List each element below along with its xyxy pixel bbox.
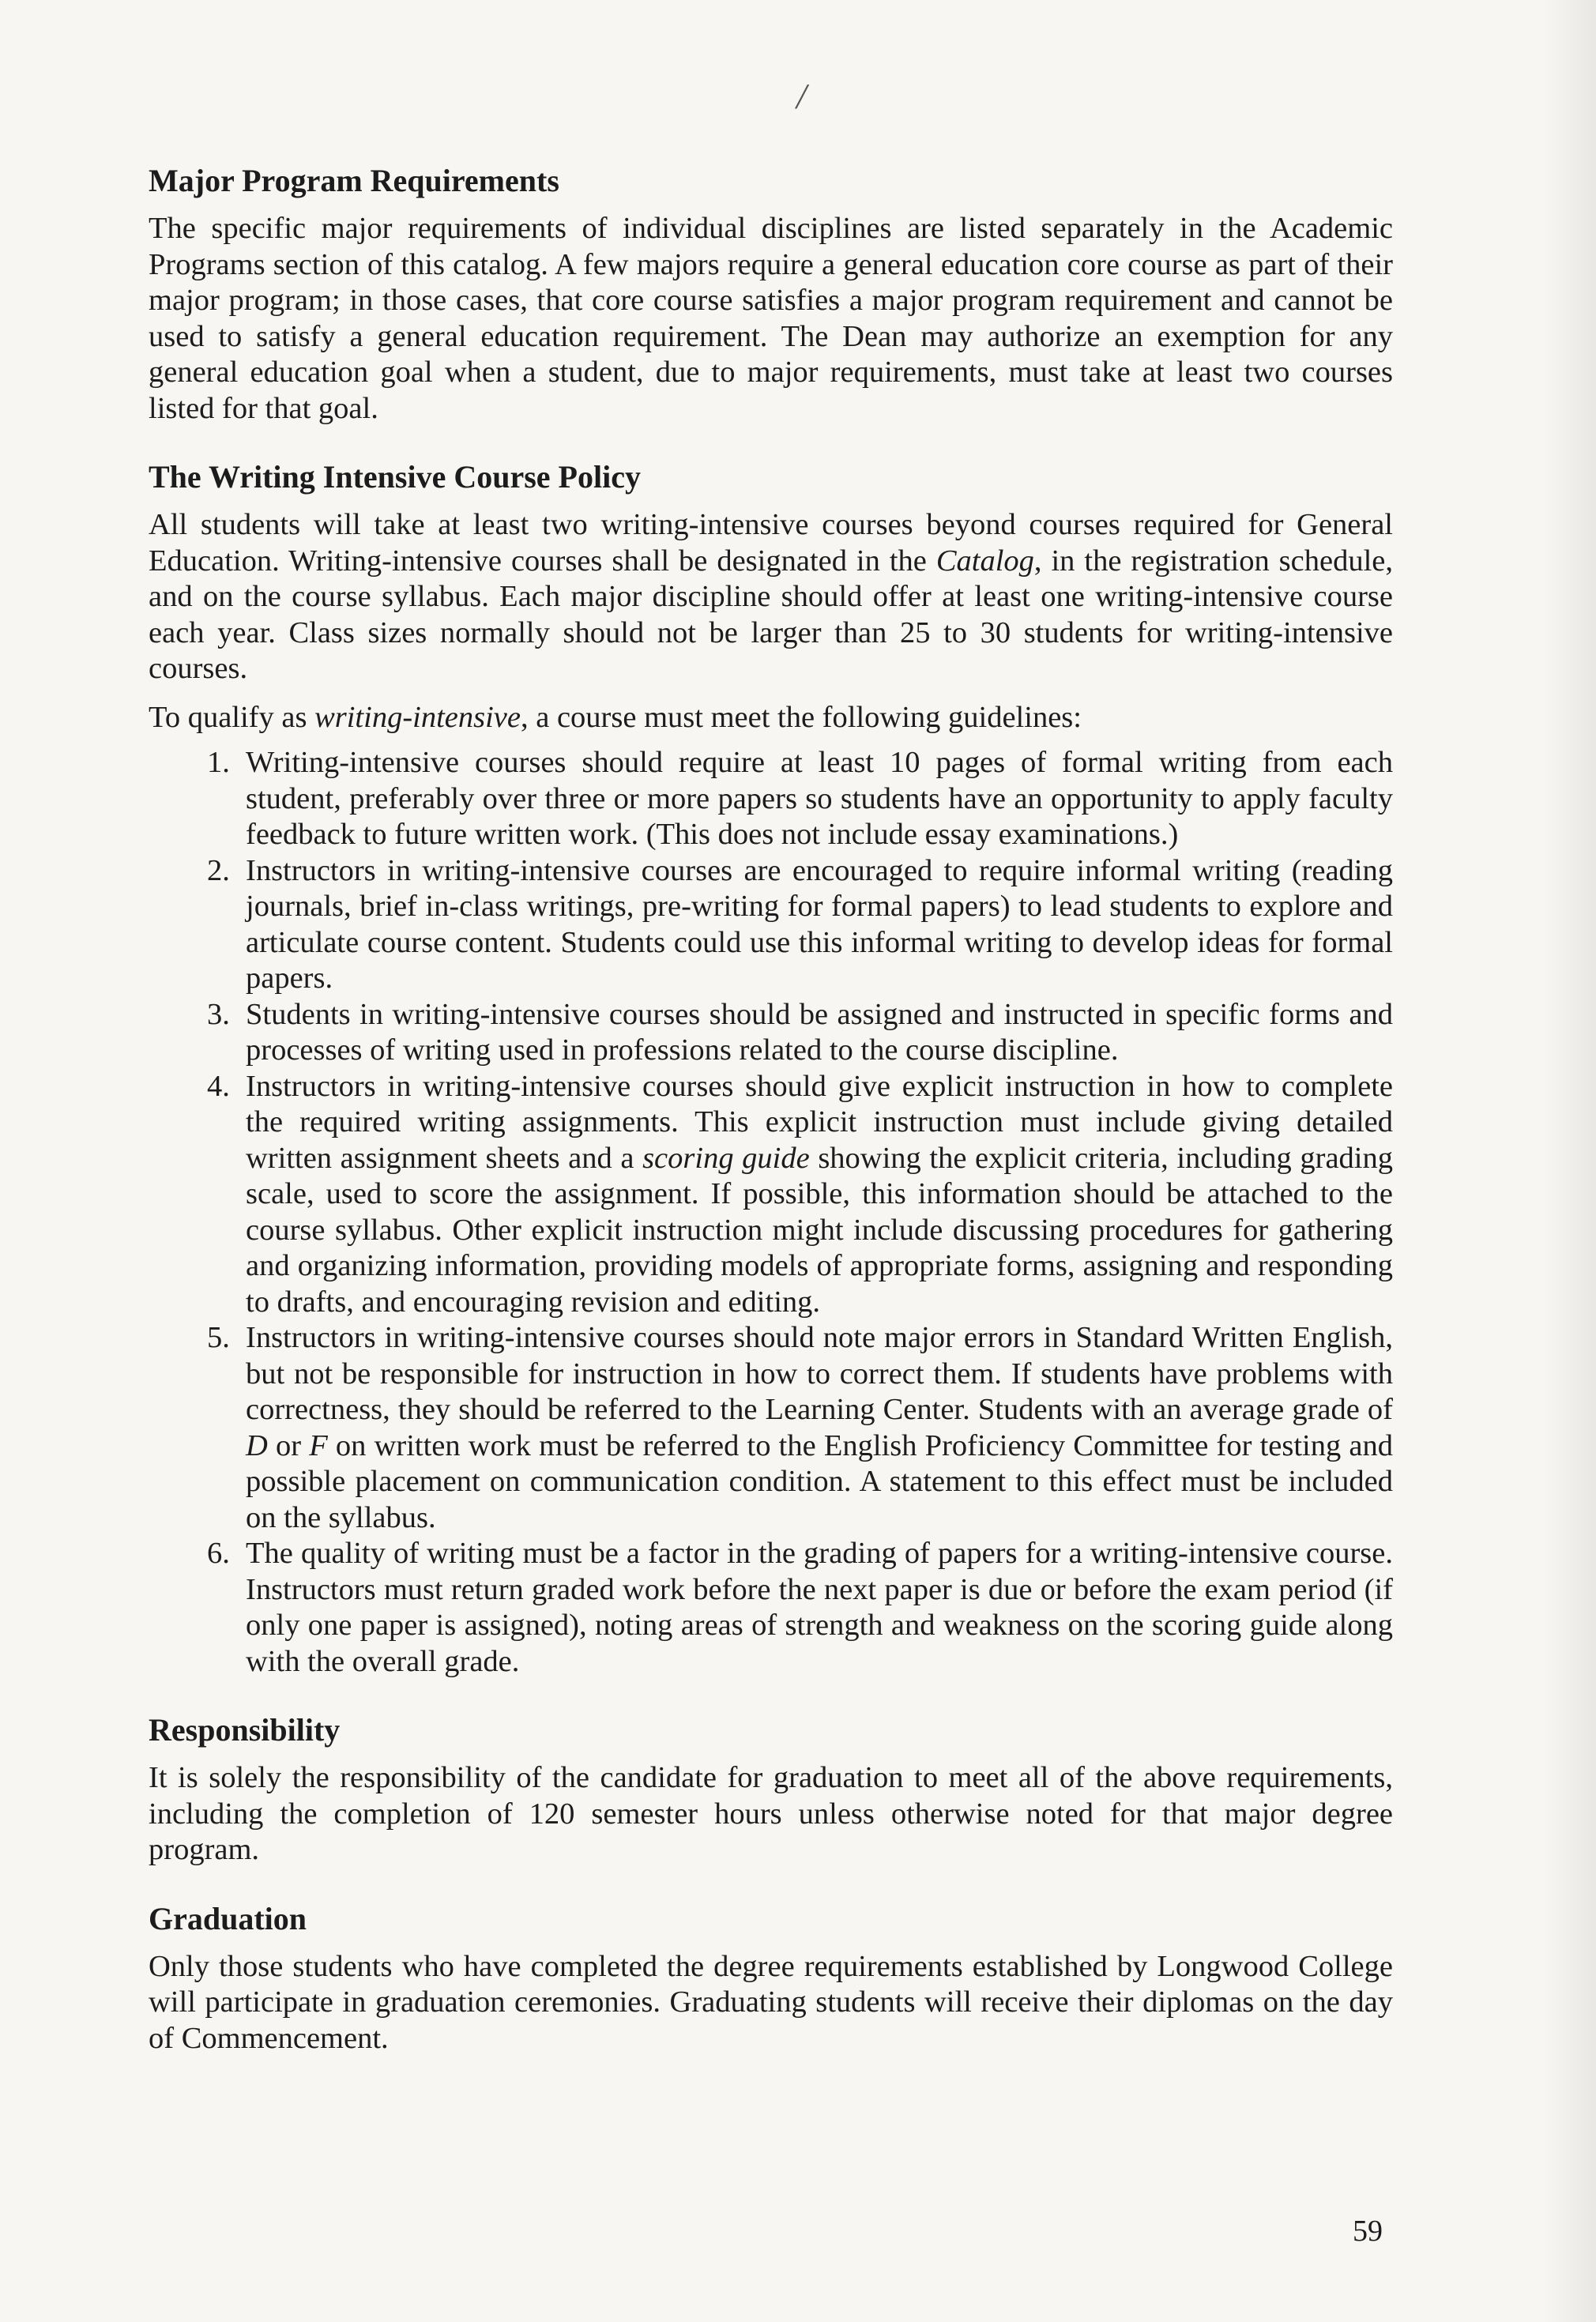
major-program-heading: Major Program Requirements (149, 163, 559, 198)
guideline-text (246, 1321, 1393, 1534)
guideline-text (246, 1070, 1393, 1319)
grade-d-italic: D (246, 1428, 268, 1462)
guideline-number: 3. (207, 997, 230, 1031)
writing-intensive-section (149, 458, 1393, 1680)
responsibility-section (149, 1711, 1393, 1869)
catalog-italic: Catalog (935, 544, 1034, 578)
guideline-item (149, 1069, 1393, 1321)
guideline-number: 4. (207, 1069, 230, 1103)
guideline-number: 1. (207, 746, 230, 779)
major-program-section (149, 162, 1393, 427)
guideline-item (149, 853, 1393, 997)
guideline-text: Students in writing-intensive courses should be assigned and instructed in specific forms and processes of writing used in professions related to the course discipline. (246, 997, 1393, 1067)
writing-intensive-body (149, 507, 1393, 687)
guideline-text-mid: or (267, 1428, 310, 1462)
graduation-heading: Graduation (149, 1900, 307, 1936)
guideline-text-pre: Instructors in writing-intensive courses should note major errors in Standard Written English, but not be responsible for instruction in how to correct them. If students have problems with correctness, they should be referred to the Learning Center. Students with an average grade of (246, 1321, 1393, 1426)
major-program-body: The specific major requirements of individual disciplines are listed separately in the Academic Programs section of this catalog. A few majors require a general education core course as part of their major program; in those cases, that core course satisfies a major program requirement and cannot be used to satisfy a general education requirement. The Dean may authorize an exemption for any general education goal when a student, due to major requirements, must take at least two courses listed for that goal. (149, 212, 1393, 425)
guidelines-intro-pre: To qualify as (149, 700, 315, 734)
guidelines-intro (149, 700, 1393, 736)
page-number: 59 (1353, 2215, 1383, 2248)
scan-edge-shadow (1541, 0, 1596, 2322)
guideline-text-post: showing the explicit criteria, including grading scale, used to score the assignment. If possible, this information should be attached to the course syllabus. Other explicit instruction might include discussing procedures for gathering and organizing information, providing models of appropriate forms, assigning and responding to drafts, and encouraging revision and editing. (246, 1141, 1393, 1319)
graduation-body: Only those students who have completed the degree requirements established by Longwood College will participate in graduation ceremonies. Graduating students will receive their diplomas on the day of Commencement. (149, 1949, 1393, 2055)
guideline-number: 5. (207, 1321, 230, 1354)
writing-body-pre: All students will take at least two writing-intensive courses beyond courses required for General Education. Writing-intensive courses shall be designated in the (149, 508, 1393, 578)
grade-f-italic: F (309, 1428, 328, 1462)
catalog-page (149, 162, 1393, 2088)
guideline-text: Writing-intensive courses should require at least 10 pages of formal writing from each student, preferably over three or more papers so students have an opportunity to apply faculty feedback to future written work. (This does not include essay examinations.) (246, 746, 1393, 851)
writing-intensive-italic: writing-intensive (314, 700, 521, 734)
guidelines-list (149, 745, 1393, 1680)
writing-body-post: , in the registration schedule, and on the course syllabus. Each major discipline should offer at least one writing-intensive course each year. Class sizes normally should not be larger than 25 to 30 students for writing-intensive courses. (149, 544, 1393, 685)
guideline-item (149, 1320, 1393, 1536)
guideline-number: 6. (207, 1537, 230, 1570)
stray-pen-mark: / (796, 76, 807, 116)
scoring-guide-italic: scoring guide (642, 1141, 810, 1175)
guideline-number: 2. (207, 853, 230, 887)
guideline-item (149, 1536, 1393, 1680)
graduation-section (149, 1900, 1393, 2057)
responsibility-heading: Responsibility (149, 1712, 341, 1748)
guidelines-intro-post: , a course must meet the following guidelines: (521, 700, 1082, 734)
guideline-text: The quality of writing must be a factor in the grading of papers for a writing-intensive course. Instructors must return graded work before the next paper is due or before the exam period (if only one paper is assigned), noting areas of strength and weakness on the scoring guide along with the overall grade. (246, 1537, 1393, 1678)
writing-intensive-heading: The Writing Intensive Course Policy (149, 459, 641, 495)
guideline-text: Instructors in writing-intensive courses are encouraged to require informal writing (reading journals, brief in-class writings, pre-writing for formal papers) to lead students to explore and articulate course content. Students could use this informal writing to develop ideas for formal papers. (246, 853, 1393, 995)
responsibility-body: It is solely the responsibility of the candidate for graduation to meet all of the above requirements, including the completion of 120 semester hours unless otherwise noted for that major degree program. (149, 1761, 1393, 1866)
guideline-text-pre: Instructors in writing-intensive courses should give explicit instruction in how to complete the required writing assignments. This explicit instruction must include giving detailed written assignment sheets and a (246, 1069, 1393, 1175)
guideline-item (149, 745, 1393, 853)
guideline-item (149, 997, 1393, 1069)
guideline-text-post: on written work must be referred to the English Proficiency Committee for testing and possible placement on communication condition. A statement to this effect must be included on the syllabus. (246, 1428, 1393, 1534)
